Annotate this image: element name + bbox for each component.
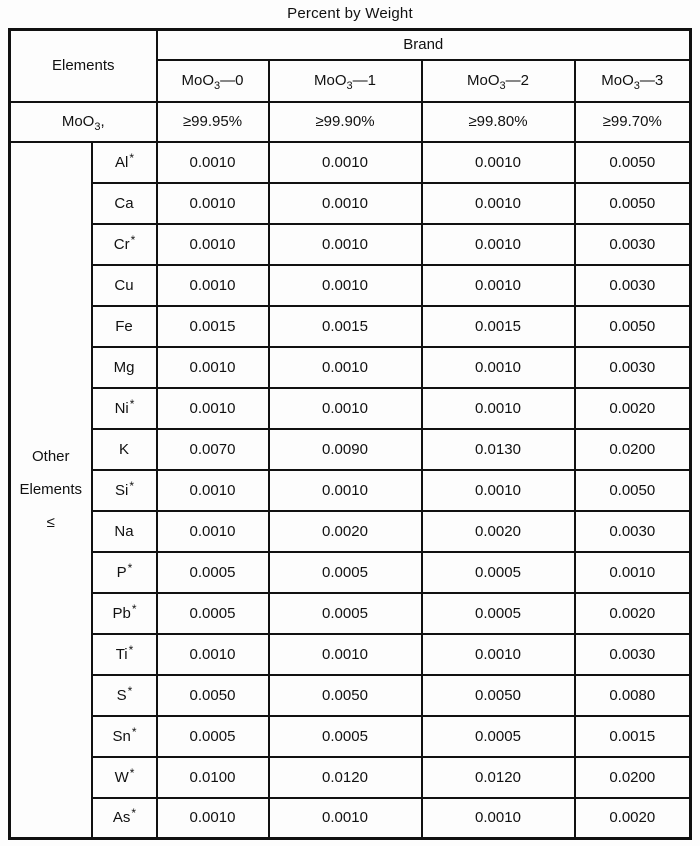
table-row <box>10 757 691 798</box>
value-cell: 0.0015 <box>422 306 575 347</box>
value-cell: 0.0015 <box>575 716 691 757</box>
element-symbol: Ti* <box>92 634 157 675</box>
element-symbol: Ni* <box>92 388 157 429</box>
value-cell: 0.0020 <box>269 511 422 552</box>
value-cell: 0.0020 <box>575 798 691 839</box>
table-row <box>10 716 691 757</box>
value-cell: 0.0010 <box>269 224 422 265</box>
purity-value: ≥99.90% <box>269 102 422 142</box>
value-cell: 0.0010 <box>157 511 269 552</box>
value-cell: 0.0050 <box>269 675 422 716</box>
table-row <box>10 306 691 347</box>
value-cell: 0.0010 <box>269 347 422 388</box>
value-cell: 0.0010 <box>269 388 422 429</box>
value-cell: 0.0050 <box>575 306 691 347</box>
other-elements-label-line: Other <box>31 448 70 466</box>
value-cell: 0.0010 <box>269 470 422 511</box>
footnote-asterisk: * <box>131 601 137 616</box>
other-elements-label-line: Elements <box>19 481 83 499</box>
value-cell: 0.0080 <box>575 675 691 716</box>
table-row <box>10 388 691 429</box>
table-row <box>10 347 691 388</box>
element-symbol: Cr* <box>92 224 157 265</box>
value-cell: 0.0005 <box>269 716 422 757</box>
value-cell: 0.0030 <box>575 511 691 552</box>
value-cell: 0.0050 <box>422 675 575 716</box>
table-row <box>10 798 691 839</box>
value-cell: 0.0050 <box>157 675 269 716</box>
value-cell: 0.0015 <box>157 306 269 347</box>
value-cell: 0.0010 <box>422 265 575 306</box>
value-cell: 0.0030 <box>575 224 691 265</box>
value-cell: 0.0010 <box>422 470 575 511</box>
value-cell: 0.0005 <box>422 593 575 634</box>
elements-header: Elements <box>10 30 157 102</box>
element-symbol: Sn* <box>92 716 157 757</box>
element-symbol: Ca <box>92 183 157 224</box>
value-cell: 0.0005 <box>269 552 422 593</box>
percent-by-weight-table <box>8 28 692 840</box>
brand-header-row <box>10 30 691 60</box>
element-symbol: S* <box>92 675 157 716</box>
value-cell: 0.0010 <box>269 798 422 839</box>
value-cell: 0.0010 <box>575 552 691 593</box>
footnote-asterisk: * <box>128 642 134 657</box>
value-cell: 0.0005 <box>422 716 575 757</box>
value-cell: 0.0130 <box>422 429 575 470</box>
brand-column-header: MoO$_3$—0 <box>157 60 269 102</box>
table-row <box>10 634 691 675</box>
value-cell: 0.0010 <box>157 388 269 429</box>
table-row <box>10 224 691 265</box>
value-cell: 0.0200 <box>575 429 691 470</box>
purity-row-label <box>10 102 157 142</box>
value-cell: 0.0010 <box>422 388 575 429</box>
brand-header: Brand <box>157 30 691 60</box>
table-row <box>10 675 691 716</box>
value-cell: 0.0010 <box>422 142 575 183</box>
element-symbol: Cu <box>92 265 157 306</box>
element-symbol: Pb* <box>92 593 157 634</box>
value-cell: 0.0010 <box>269 265 422 306</box>
value-cell: 0.0050 <box>575 470 691 511</box>
value-cell: 0.0005 <box>422 552 575 593</box>
table-row <box>10 470 691 511</box>
value-cell: 0.0010 <box>157 347 269 388</box>
purity-value: ≥99.70% <box>575 102 691 142</box>
footnote-asterisk: * <box>130 232 136 247</box>
value-cell: 0.0020 <box>575 593 691 634</box>
value-cell: 0.0050 <box>575 142 691 183</box>
value-cell: 0.0100 <box>157 757 269 798</box>
value-cell: 0.0005 <box>269 593 422 634</box>
table-row <box>10 429 691 470</box>
value-cell: 0.0010 <box>422 224 575 265</box>
element-rows <box>10 142 691 839</box>
table-row <box>10 552 691 593</box>
value-cell: 0.0005 <box>157 716 269 757</box>
value-cell: 0.0010 <box>157 470 269 511</box>
value-cell: 0.0120 <box>422 757 575 798</box>
value-cell: 0.0120 <box>269 757 422 798</box>
value-cell: 0.0010 <box>157 183 269 224</box>
other-elements-label-line: ≤ <box>46 514 55 532</box>
purity-row <box>10 102 691 142</box>
element-symbol: P* <box>92 552 157 593</box>
value-cell: 0.0010 <box>157 798 269 839</box>
element-symbol: As* <box>92 798 157 839</box>
value-cell: 0.0030 <box>575 265 691 306</box>
footnote-asterisk: * <box>129 150 134 165</box>
purity-value: ≥99.80% <box>422 102 575 142</box>
footnote-asterisk: * <box>127 560 133 575</box>
value-cell: 0.0010 <box>157 265 269 306</box>
table-row <box>10 183 691 224</box>
value-cell: 0.0050 <box>575 183 691 224</box>
element-symbol: Al* <box>92 142 157 183</box>
purity-label-base: MoO <box>61 113 95 130</box>
value-cell: 0.0010 <box>157 142 269 183</box>
footnote-asterisk: * <box>129 478 134 493</box>
value-cell: 0.0020 <box>575 388 691 429</box>
page-title: Percent by Weight <box>287 5 413 22</box>
table-row <box>10 142 691 183</box>
value-cell: 0.0010 <box>422 798 575 839</box>
value-cell: 0.0030 <box>575 634 691 675</box>
table-row <box>10 511 691 552</box>
value-cell: 0.0010 <box>269 634 422 675</box>
element-symbol: Mg <box>92 347 157 388</box>
purity-label-subscript: 3 <box>94 121 101 133</box>
element-symbol: W* <box>92 757 157 798</box>
table-row <box>10 593 691 634</box>
value-cell: 0.0005 <box>157 593 269 634</box>
value-cell: 0.0010 <box>422 634 575 675</box>
brand-column-header: MoO$_3$—2 <box>422 60 575 102</box>
footnote-asterisk: * <box>131 724 137 739</box>
element-symbol: Na <box>92 511 157 552</box>
purity-label-suffix: , <box>100 113 105 130</box>
element-symbol: K <box>92 429 157 470</box>
value-cell: 0.0090 <box>269 429 422 470</box>
footnote-asterisk: * <box>127 683 133 698</box>
element-symbol: Fe <box>92 306 157 347</box>
value-cell: 0.0010 <box>269 183 422 224</box>
other-elements-label <box>10 142 92 839</box>
footnote-asterisk: * <box>131 806 137 821</box>
value-cell: 0.0070 <box>157 429 269 470</box>
value-cell: 0.0200 <box>575 757 691 798</box>
value-cell: 0.0005 <box>157 552 269 593</box>
value-cell: 0.0010 <box>422 347 575 388</box>
value-cell: 0.0030 <box>575 347 691 388</box>
value-cell: 0.0010 <box>422 183 575 224</box>
value-cell: 0.0015 <box>269 306 422 347</box>
value-cell: 0.0010 <box>269 142 422 183</box>
purity-value: ≥99.95% <box>157 102 269 142</box>
brand-column-header: MoO$_3$—1 <box>269 60 422 102</box>
value-cell: 0.0010 <box>157 224 269 265</box>
value-cell: 0.0020 <box>422 511 575 552</box>
element-symbol: Si* <box>92 470 157 511</box>
footnote-asterisk: * <box>129 765 135 780</box>
brand-column-header: MoO$_3$—3 <box>575 60 691 102</box>
value-cell: 0.0010 <box>157 634 269 675</box>
footnote-asterisk: * <box>129 396 135 411</box>
table-row <box>10 265 691 306</box>
